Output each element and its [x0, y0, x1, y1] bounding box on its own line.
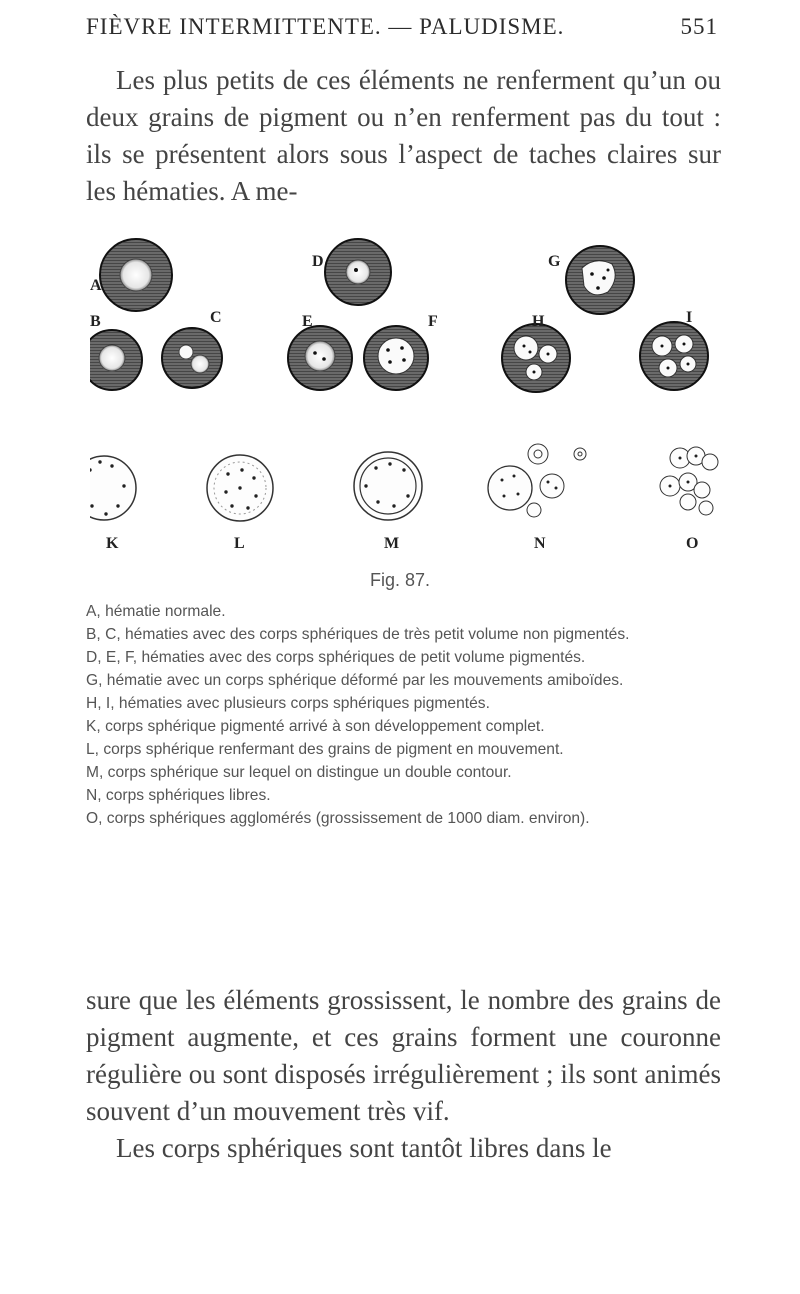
cell-g	[566, 246, 634, 314]
figure-letter-o: O	[686, 535, 699, 552]
legend-entry-o: O, corps sphériques agglomérés (grossissement de 1000 diam. environ).	[86, 810, 590, 827]
figure-87	[90, 230, 730, 565]
body-continuation	[86, 982, 721, 1167]
body-paragraph-1: sure que les éléments grossissent, le nombre des grains de pigment augmente, et ces grains forment une couronne régulière ou sont disposés irrégulièrement ; ils sont animés souvent d’un mouvement très vif.	[86, 985, 721, 1126]
figure-letter-f: F	[428, 313, 438, 330]
legend-entry-n: N, corps sphériques libres.	[86, 787, 271, 804]
figure-letter-c: C	[210, 309, 222, 326]
legend-entry-d-e-f: D, E, F, hématies avec des corps sphériques de petit volume pigmentés.	[86, 649, 586, 666]
figure-letter-n: N	[534, 535, 546, 552]
figure-letter-e: E	[302, 313, 313, 330]
bodies-n	[488, 444, 586, 517]
body-paragraph-2: Les corps sphériques sont tantôt libres dans le	[116, 1133, 612, 1163]
figure-illustration	[90, 230, 730, 565]
cell-i	[640, 322, 708, 390]
figure-letter-l: L	[234, 535, 245, 552]
cell-f	[364, 326, 428, 390]
figure-letter-i: I	[686, 309, 693, 326]
body-k	[90, 456, 136, 520]
running-head-title: FIÈVRE INTERMITTENTE. — PALUDISME.	[86, 14, 565, 39]
body-l	[207, 455, 273, 521]
page-number: 551	[680, 14, 718, 39]
figure-caption: Fig. 87.	[369, 570, 431, 590]
figure-letter-a: A	[90, 277, 102, 294]
cell-d	[325, 239, 391, 305]
figure-letter-g: G	[548, 253, 561, 270]
legend-entry-h-i: H, I, hématies avec plusieurs corps sphériques pigmentés.	[86, 695, 490, 712]
figure-legend	[86, 600, 721, 830]
intro-paragraph: Les plus petits de ces éléments ne renferment qu’un ou deux grains de pigment ou n’en renferment pas du tout : ils se présentent alors sous l’aspect de taches claires sur les hématies. A me-	[86, 65, 721, 206]
running-head	[86, 14, 718, 44]
legend-entry-g: G, hématie avec un corps sphérique déformé par les mouvements amiboïdes.	[86, 672, 624, 689]
legend-entry-l: L, corps sphérique renfermant des grains de pigment en mouvement.	[86, 741, 564, 758]
cell-b	[90, 330, 142, 390]
body-m	[354, 452, 422, 520]
figure-letter-k: K	[106, 535, 119, 552]
legend-entry-m: M, corps sphérique sur lequel on distingue un double contour.	[86, 764, 512, 781]
cell-a	[100, 239, 172, 311]
figure-letter-d: D	[312, 253, 324, 270]
cell-h	[502, 324, 570, 392]
cell-c	[162, 328, 222, 388]
figure-letter-m: M	[384, 535, 400, 552]
legend-entry-a: A, hématie normale.	[86, 603, 226, 620]
figure-letter-b: B	[90, 313, 101, 330]
legend-entry-b-c: B, C, hématies avec des corps sphériques de très petit volume non pigmentés.	[86, 626, 630, 643]
legend-entry-k: K, corps sphérique pigmenté arrivé à son développement complet.	[86, 718, 545, 735]
cell-e	[288, 326, 352, 390]
figure-letter-h: H	[532, 313, 545, 330]
bodies-o	[660, 447, 718, 515]
intro-paragraph-block	[86, 62, 721, 210]
